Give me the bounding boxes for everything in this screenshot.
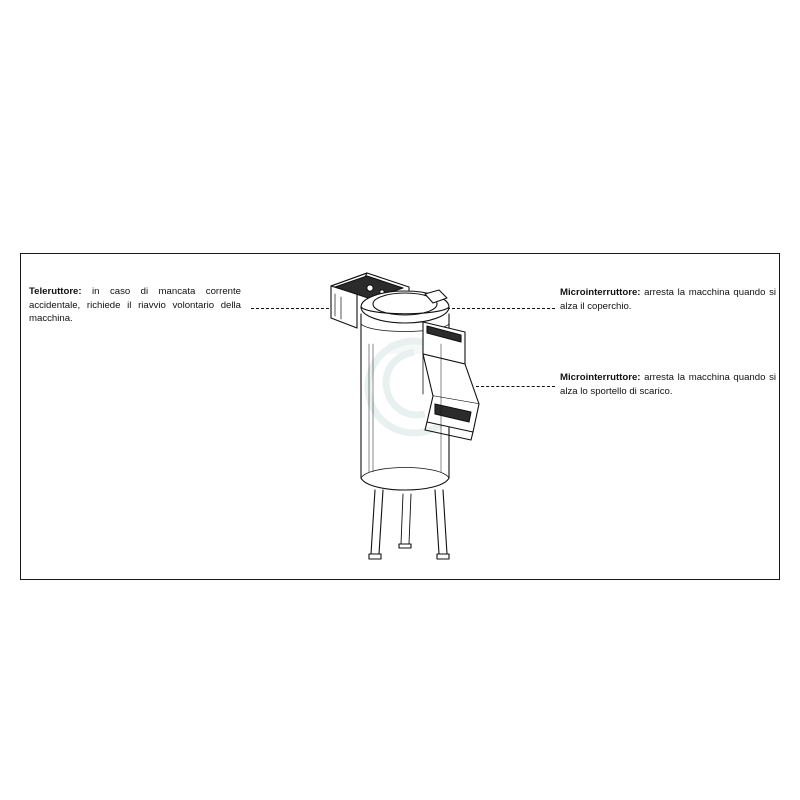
figure-frame bbox=[20, 253, 780, 580]
callout-teleruttore bbox=[29, 285, 241, 326]
peeler-machine-drawing bbox=[313, 254, 493, 581]
callout-teleruttore-lead: Teleruttore: bbox=[29, 286, 82, 297]
callout-microinterruttore-coperchio-text: arresta la macchina quando si alza il coperchio. bbox=[560, 287, 776, 312]
callout-microinterruttore-sportello-text: arresta la macchina quando si alza lo sportello di scarico. bbox=[560, 372, 776, 397]
callout-teleruttore-text: in caso di mancata corrente accidentale, richiede il riavvio volontario della macchina. bbox=[29, 286, 241, 325]
callout-microinterruttore-coperchio bbox=[560, 286, 776, 313]
callout-microinterruttore-sportello bbox=[560, 371, 776, 398]
callout-microinterruttore-coperchio-lead: Microinterruttore: bbox=[560, 287, 641, 298]
callout-microinterruttore-sportello-lead: Microinterruttore: bbox=[560, 372, 641, 383]
